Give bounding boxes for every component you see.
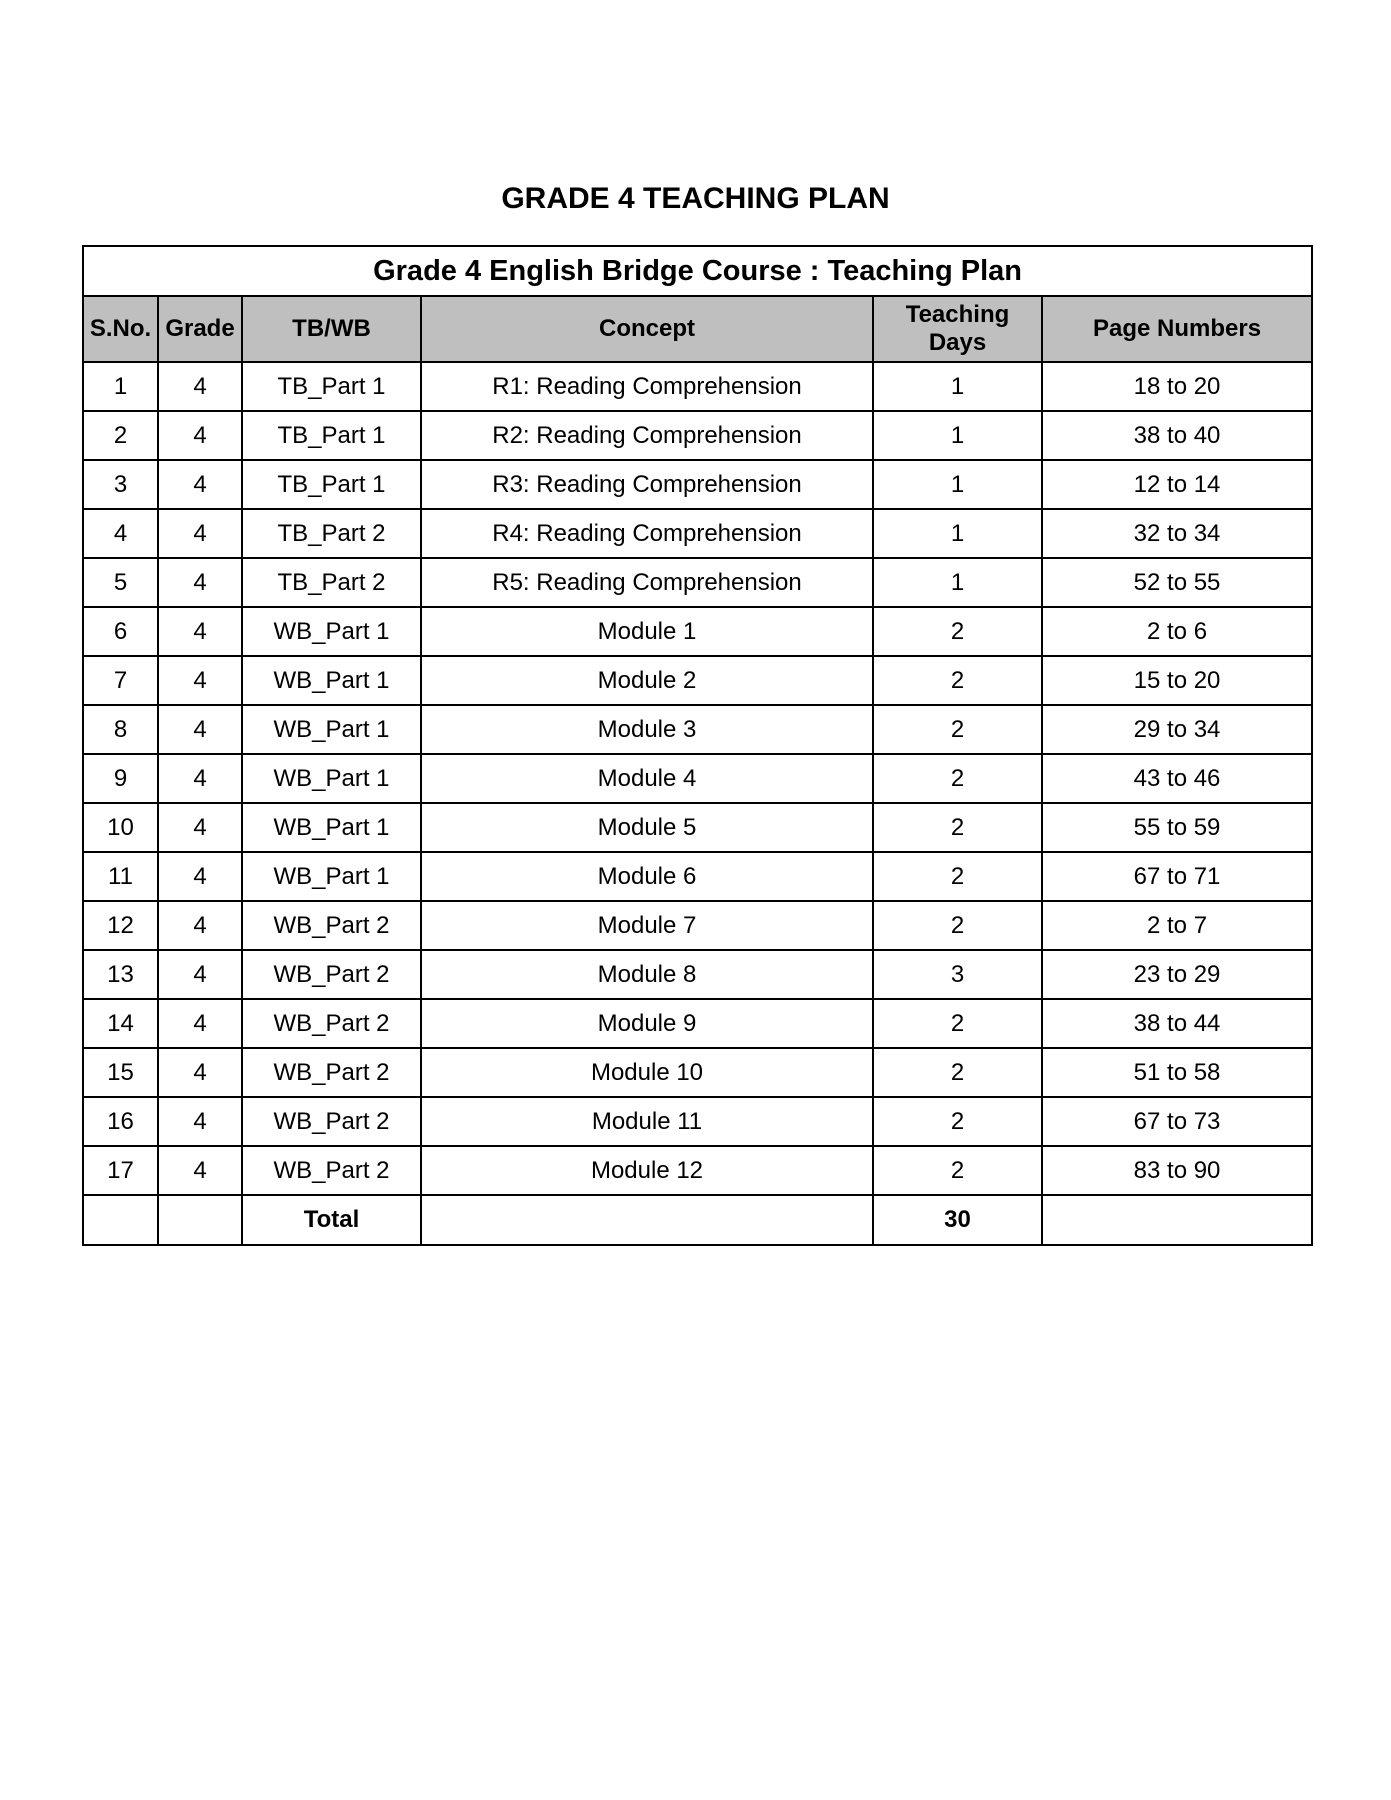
column-concept-cell: Module 12 [421, 1146, 873, 1195]
column-teaching-days-cell: 1 [873, 411, 1042, 460]
table-row [83, 1146, 1312, 1195]
column-tbwb-cell: WB_Part 1 [242, 754, 421, 803]
column-sno-cell: 4 [83, 509, 158, 558]
column-page-numbers-cell: 15 to 20 [1042, 656, 1312, 705]
column-tbwb-cell: WB_Part 1 [242, 705, 421, 754]
column-sno-cell: 10 [83, 803, 158, 852]
table-row [83, 411, 1312, 460]
total-teaching-days: 30 [873, 1195, 1042, 1245]
table-row [83, 950, 1312, 999]
column-sno-cell: 15 [83, 1048, 158, 1097]
column-concept-cell: Module 1 [421, 607, 873, 656]
column-teaching-days-cell: 1 [873, 509, 1042, 558]
column-sno-cell: 1 [83, 362, 158, 411]
table-row [83, 362, 1312, 411]
column-concept-cell: Module 7 [421, 901, 873, 950]
column-sno-cell: 7 [83, 656, 158, 705]
column-sno-cell: 2 [83, 411, 158, 460]
column-teaching-days-cell: 1 [873, 558, 1042, 607]
column-page-numbers-cell: 51 to 58 [1042, 1048, 1312, 1097]
column-grade-header: Grade [158, 296, 242, 362]
column-tbwb-cell: WB_Part 1 [242, 852, 421, 901]
column-tbwb-cell: WB_Part 2 [242, 1097, 421, 1146]
column-grade-cell: 4 [158, 509, 242, 558]
column-concept-cell: Module 11 [421, 1097, 873, 1146]
column-concept-cell: R5: Reading Comprehension [421, 558, 873, 607]
column-tbwb-cell: WB_Part 2 [242, 901, 421, 950]
teaching-plan-table [82, 245, 1313, 1246]
column-teaching-days-cell: 3 [873, 950, 1042, 999]
column-concept-cell: Module 6 [421, 852, 873, 901]
column-page-numbers-cell: 23 to 29 [1042, 950, 1312, 999]
column-concept-cell: Module 3 [421, 705, 873, 754]
total-empty-grade [158, 1195, 242, 1245]
column-grade-cell: 4 [158, 852, 242, 901]
column-grade-cell: 4 [158, 754, 242, 803]
column-sno-cell: 5 [83, 558, 158, 607]
column-page-numbers-cell: 52 to 55 [1042, 558, 1312, 607]
table-row [83, 607, 1312, 656]
column-concept-cell: Module 5 [421, 803, 873, 852]
column-grade-cell: 4 [158, 1048, 242, 1097]
column-sno-cell: 16 [83, 1097, 158, 1146]
table-row [83, 754, 1312, 803]
column-sno-cell: 13 [83, 950, 158, 999]
column-concept-cell: R1: Reading Comprehension [421, 362, 873, 411]
column-page-numbers-cell: 38 to 40 [1042, 411, 1312, 460]
table-body [83, 362, 1312, 1245]
column-tbwb-header: TB/WB [242, 296, 421, 362]
column-grade-cell: 4 [158, 999, 242, 1048]
table-row [83, 852, 1312, 901]
column-tbwb-cell: TB_Part 1 [242, 362, 421, 411]
column-teaching-days-cell: 2 [873, 803, 1042, 852]
column-page-numbers-cell: 43 to 46 [1042, 754, 1312, 803]
column-concept-cell: Module 4 [421, 754, 873, 803]
column-concept-cell: R4: Reading Comprehension [421, 509, 873, 558]
total-label: Total [242, 1195, 421, 1245]
table-row [83, 901, 1312, 950]
column-concept-header: Concept [421, 296, 873, 362]
column-tbwb-cell: WB_Part 2 [242, 950, 421, 999]
column-page-numbers-cell: 2 to 6 [1042, 607, 1312, 656]
column-sno-cell: 6 [83, 607, 158, 656]
table-row [83, 705, 1312, 754]
column-teaching-days-cell: 2 [873, 1097, 1042, 1146]
column-grade-cell: 4 [158, 1097, 242, 1146]
total-row [83, 1195, 1312, 1245]
column-teaching-days-cell: 2 [873, 1048, 1042, 1097]
column-page-numbers-cell: 18 to 20 [1042, 362, 1312, 411]
column-grade-cell: 4 [158, 362, 242, 411]
column-sno-cell: 11 [83, 852, 158, 901]
total-empty-pages [1042, 1195, 1312, 1245]
column-sno-cell: 8 [83, 705, 158, 754]
column-teaching-days-cell: 2 [873, 852, 1042, 901]
column-sno-cell: 17 [83, 1146, 158, 1195]
column-teaching-days-header: Teaching Days [873, 296, 1042, 362]
total-empty-concept [421, 1195, 873, 1245]
column-concept-cell: Module 2 [421, 656, 873, 705]
column-teaching-days-cell: 2 [873, 1146, 1042, 1195]
page-title: GRADE 4 TEACHING PLAN [501, 182, 890, 215]
table-row [83, 509, 1312, 558]
column-grade-cell: 4 [158, 1146, 242, 1195]
column-tbwb-cell: WB_Part 1 [242, 656, 421, 705]
table-caption: Grade 4 English Bridge Course : Teaching Plan [83, 246, 1312, 296]
column-page-numbers-cell: 29 to 34 [1042, 705, 1312, 754]
column-teaching-days-cell: 2 [873, 754, 1042, 803]
table-row [83, 1048, 1312, 1097]
column-page-numbers-cell: 83 to 90 [1042, 1146, 1312, 1195]
column-concept-cell: R3: Reading Comprehension [421, 460, 873, 509]
column-page-numbers-cell: 38 to 44 [1042, 999, 1312, 1048]
column-grade-cell: 4 [158, 803, 242, 852]
column-concept-cell: R2: Reading Comprehension [421, 411, 873, 460]
table-row [83, 656, 1312, 705]
column-sno-cell: 14 [83, 999, 158, 1048]
column-concept-cell: Module 9 [421, 999, 873, 1048]
column-page-numbers-cell: 67 to 71 [1042, 852, 1312, 901]
column-grade-cell: 4 [158, 460, 242, 509]
column-teaching-days-cell: 2 [873, 999, 1042, 1048]
table-row [83, 460, 1312, 509]
column-teaching-days-cell: 2 [873, 901, 1042, 950]
column-tbwb-cell: WB_Part 1 [242, 607, 421, 656]
table-row [83, 558, 1312, 607]
column-grade-cell: 4 [158, 901, 242, 950]
column-page-numbers-cell: 55 to 59 [1042, 803, 1312, 852]
column-page-numbers-cell: 32 to 34 [1042, 509, 1312, 558]
column-sno-cell: 3 [83, 460, 158, 509]
column-grade-cell: 4 [158, 607, 242, 656]
column-grade-cell: 4 [158, 656, 242, 705]
table-header-row [83, 296, 1312, 362]
column-teaching-days-cell: 2 [873, 705, 1042, 754]
column-grade-cell: 4 [158, 558, 242, 607]
column-teaching-days-cell: 1 [873, 362, 1042, 411]
column-teaching-days-cell: 2 [873, 656, 1042, 705]
column-tbwb-cell: WB_Part 2 [242, 999, 421, 1048]
column-teaching-days-cell: 1 [873, 460, 1042, 509]
column-tbwb-cell: TB_Part 1 [242, 460, 421, 509]
column-sno-cell: 12 [83, 901, 158, 950]
column-teaching-days-cell: 2 [873, 607, 1042, 656]
column-grade-cell: 4 [158, 705, 242, 754]
column-sno-header: S.No. [83, 296, 158, 362]
table-row [83, 803, 1312, 852]
table-row [83, 999, 1312, 1048]
column-page-numbers-cell: 12 to 14 [1042, 460, 1312, 509]
column-tbwb-cell: WB_Part 2 [242, 1146, 421, 1195]
column-page-numbers-header: Page Numbers [1042, 296, 1312, 362]
column-grade-cell: 4 [158, 411, 242, 460]
column-page-numbers-cell: 2 to 7 [1042, 901, 1312, 950]
column-tbwb-cell: WB_Part 1 [242, 803, 421, 852]
column-tbwb-cell: TB_Part 2 [242, 509, 421, 558]
column-concept-cell: Module 8 [421, 950, 873, 999]
total-empty-sno [83, 1195, 158, 1245]
column-tbwb-cell: TB_Part 1 [242, 411, 421, 460]
column-grade-cell: 4 [158, 950, 242, 999]
table-row [83, 1097, 1312, 1146]
column-concept-cell: Module 10 [421, 1048, 873, 1097]
column-page-numbers-cell: 67 to 73 [1042, 1097, 1312, 1146]
column-tbwb-cell: WB_Part 2 [242, 1048, 421, 1097]
column-sno-cell: 9 [83, 754, 158, 803]
column-tbwb-cell: TB_Part 2 [242, 558, 421, 607]
table-caption-row [83, 246, 1312, 296]
